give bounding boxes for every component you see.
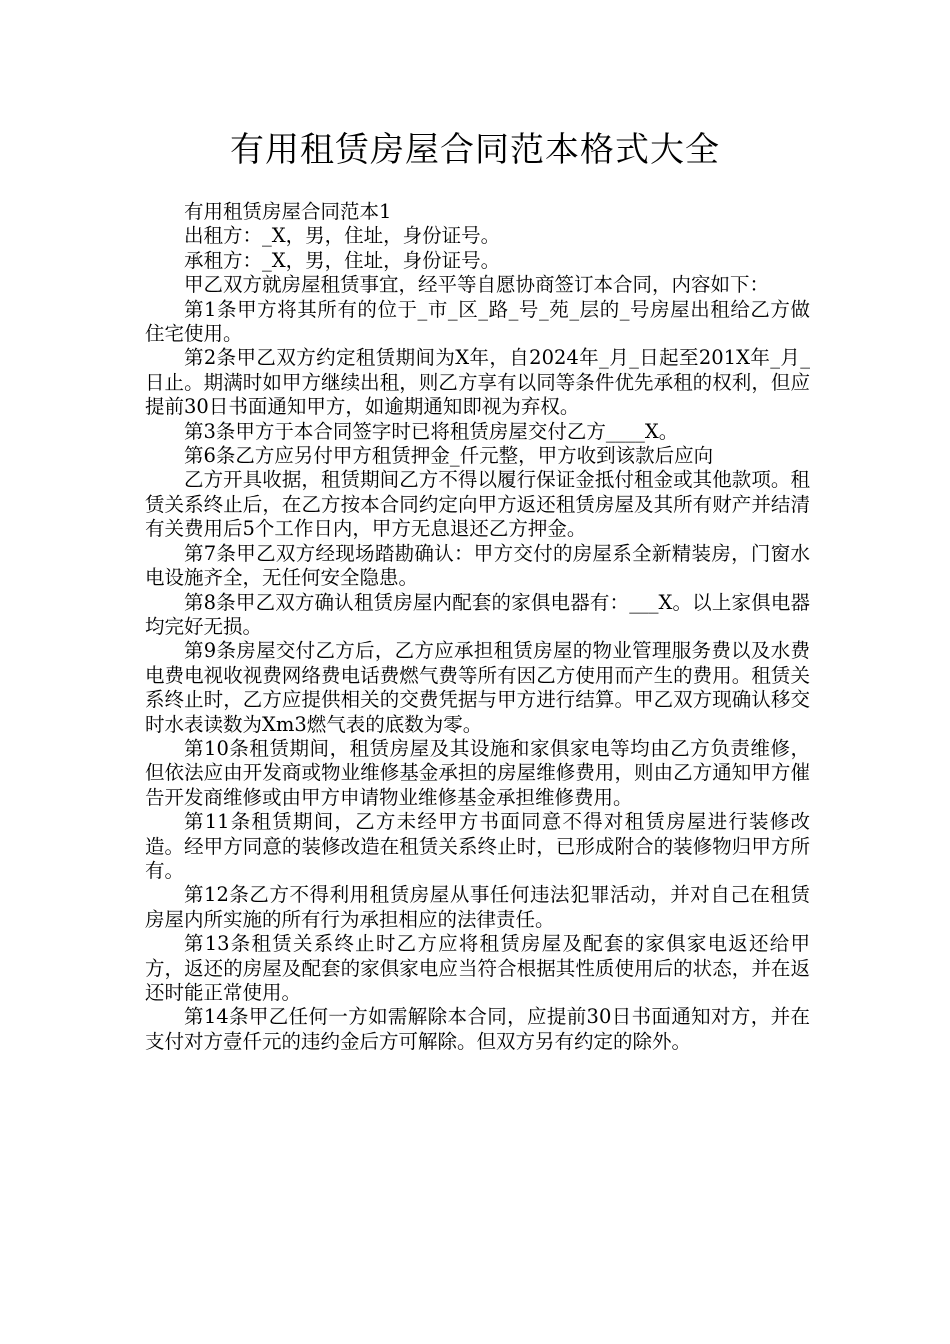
preamble-paragraph: 甲乙双方就房屋租赁事宜，经平等自愿协商签订本合同，内容如下： xyxy=(184,273,770,297)
clause-12: 第12条乙方不得利用租赁房屋从事任何违法犯罪活动，并对自己在租赁房屋内所实施的所有行为承担相应的法律责任。 xyxy=(145,883,810,931)
clause-13: 第13条租赁关系终止时乙方应将租赁房屋及配套的家俱家电返还给甲方，返还的房屋及配套的家俱家电应当符合根据其性质使用后的状态，并在返还时能正常使用。 xyxy=(145,932,810,1004)
document-title: 有用租赁房屋合同范本格式大全 xyxy=(230,130,720,170)
clause-11: 第11条租赁期间，乙方未经甲方书面同意不得对租赁房屋进行装修改造。经甲方同意的装修改造在租赁关系终止时，已形成附合的装修物归甲方所有。 xyxy=(145,810,810,882)
lessor-line: 出租方：_X，男，住址，身份证号。 xyxy=(184,224,501,248)
clause-7: 第7条甲乙双方经现场踏勘确认：甲方交付的房屋系全新精装房，门窗水电设施齐全，无任何安全隐患。 xyxy=(145,541,810,590)
document-body xyxy=(145,200,810,1054)
clause-1: 第1条甲方将其所有的位于_市_区_路_号_苑_层的_号房屋出租给乙方做住宅使用。 xyxy=(145,297,810,346)
clause-6: 第6条乙方应另付甲方租赁押金_仟元整，甲方收到该款后应向 xyxy=(184,444,714,468)
clause-14: 第14条甲乙任何一方如需解除本合同，应提前30日书面通知对方，并在支付对方壹仟元的违约金后方可解除。但双方另有约定的除外。 xyxy=(145,1005,810,1053)
section-heading: 有用租赁房屋合同范本1 xyxy=(184,200,392,223)
clause-2: 第2条甲乙双方约定租赁期间为X年，自2024年_月_日起至201X年_月_日止。期满时如甲方继续出租，则乙方享有以同等条件优先承租的权利，但应提前30日书面通知甲方，如逾期通知即视为弃权。 xyxy=(145,346,810,419)
clause-8: 第8条甲乙双方确认租赁房屋内配套的家俱电器有：___X。以上家俱电器均完好无损。 xyxy=(145,590,810,638)
lessee-line: 承租方：_X，男，住址，身份证号。 xyxy=(184,248,501,272)
clause-3: 第3条甲方于本合同签字时已将租赁房屋交付乙方____X。 xyxy=(184,419,679,443)
clause-10: 第10条租赁期间，租赁房屋及其设施和家俱家电等均由乙方负责维修，但依法应由开发商或物业维修基金承担的房屋维修费用，则由乙方通知甲方催告开发商维修或由甲方申请物业维修基金承担维修费用。 xyxy=(145,736,810,809)
clause-6-continued: 乙方开具收据，租赁期间乙方不得以履行保证金抵付租金或其他款项。租赁关系终止后，在乙方按本合同约定向甲方返还租赁房屋及其所有财产并结清有关费用后5个工作日内，甲方无息退还乙方押金。 xyxy=(145,468,810,541)
clause-9: 第9条房屋交付乙方后，乙方应承担租赁房屋的物业管理服务费以及水费电费电视收视费网络费电话费燃气费等所有因乙方使用而产生的费用。租赁关系终止时，乙方应提供相关的交费凭据与甲方进行结算。甲乙双方现确认移交时水表读数为Xm3燃气表的底数为零。 xyxy=(145,639,810,736)
